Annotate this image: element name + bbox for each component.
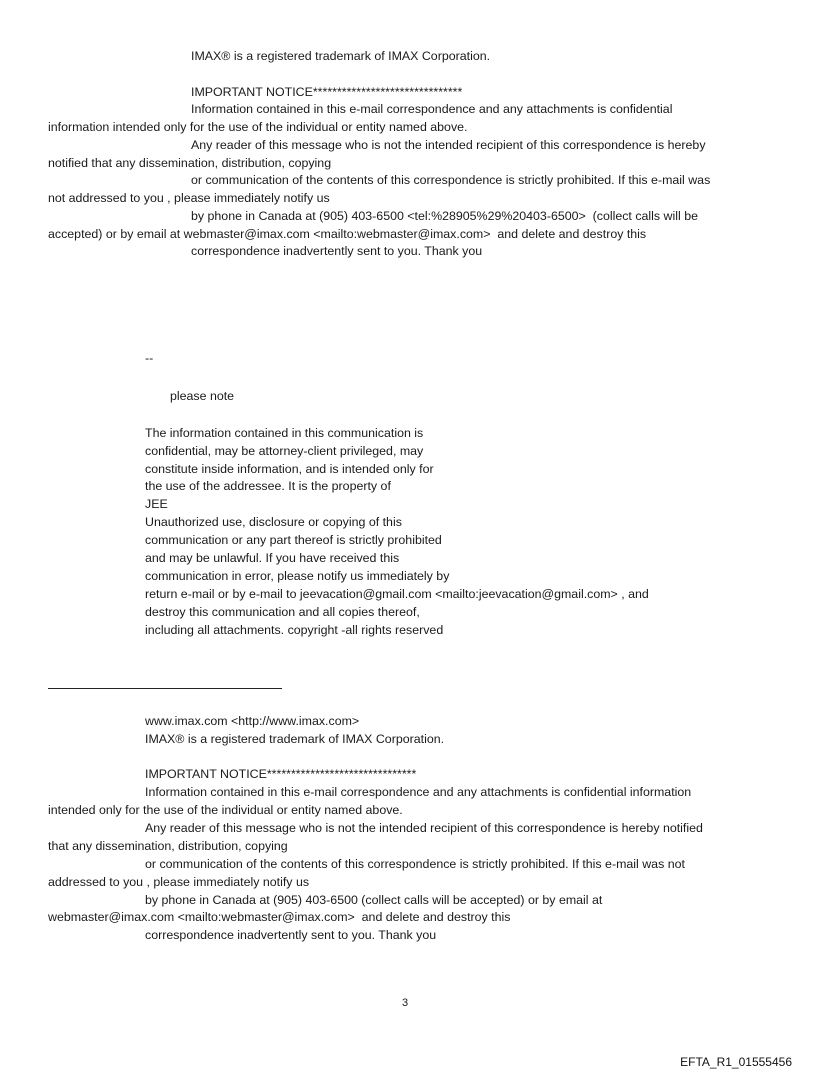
imax-trademark-line: IMAX® is a registered trademark of IMAX Corporation. bbox=[145, 732, 445, 746]
signature-dashes: -- bbox=[145, 351, 154, 365]
disclaimer-line: the use of the addressee. It is the property of bbox=[145, 479, 391, 493]
page-number: 3 bbox=[402, 997, 409, 1009]
please-note-label: please note bbox=[170, 389, 235, 403]
notice-line: or communication of the contents of this correspondence is strictly prohibited. If this e-mail was bbox=[191, 173, 711, 187]
disclaimer-line: communication in error, please notify us immediately by bbox=[145, 569, 450, 583]
disclaimer-line: destroy this communication and all copies thereof, bbox=[145, 605, 420, 619]
notice-line: webmaster@imax.com <mailto:webmaster@imax.com> and delete and destroy this bbox=[48, 910, 511, 924]
disclaimer-line: communication or any part thereof is strictly prohibited bbox=[145, 533, 442, 547]
notice-line: or communication of the contents of this correspondence is strictly prohibited. If this e-mail was not bbox=[145, 857, 685, 871]
separator-rule bbox=[48, 688, 282, 689]
bates-number: EFTA_R1_01555456 bbox=[680, 1055, 792, 1069]
disclaimer-line: The information contained in this communication is bbox=[145, 426, 424, 440]
imax-website-link[interactable]: www.imax.com <http://www.imax.com> bbox=[145, 714, 360, 728]
notice-line: by phone in Canada at (905) 403-6500 <tel:%28905%29%20403-6500> (collect calls will be bbox=[191, 209, 698, 223]
notice-line: Any reader of this message who is not the intended recipient of this correspondence is hereby bbox=[191, 138, 706, 152]
disclaimer-line: Unauthorized use, disclosure or copying of this bbox=[145, 515, 402, 529]
notice-line: Information contained in this e-mail correspondence and any attachments is confidential bbox=[191, 102, 673, 116]
notice-line: Any reader of this message who is not the intended recipient of this correspondence is hereby notified bbox=[145, 821, 703, 835]
notice-line: correspondence inadvertently sent to you. Thank you bbox=[145, 928, 437, 942]
imax-trademark-line: IMAX® is a registered trademark of IMAX Corporation. bbox=[191, 49, 491, 63]
disclaimer-line: JEE bbox=[145, 497, 168, 511]
disclaimer-line: constitute inside information, and is intended only for bbox=[145, 462, 434, 476]
important-notice-heading: IMPORTANT NOTICE******************************* bbox=[191, 85, 463, 99]
notice-line: not addressed to you , please immediately notify us bbox=[48, 191, 330, 205]
notice-line: information intended only for the use of the individual or entity named above. bbox=[48, 120, 468, 134]
notice-line: Information contained in this e-mail correspondence and any attachments is confidential information bbox=[145, 785, 692, 799]
disclaimer-line: including all attachments. copyright -all rights reserved bbox=[145, 623, 444, 637]
disclaimer-line: and may be unlawful. If you have received this bbox=[145, 551, 400, 565]
notice-line: intended only for the use of the individual or entity named above. bbox=[48, 803, 403, 817]
important-notice-heading: IMPORTANT NOTICE******************************* bbox=[145, 767, 417, 781]
notice-line: accepted) or by email at webmaster@imax.com <mailto:webmaster@imax.com> and delete and destroy this bbox=[48, 227, 647, 241]
notice-line: that any dissemination, distribution, copying bbox=[48, 839, 288, 853]
disclaimer-line: return e-mail or by e-mail to jeevacation@gmail.com <mailto:jeevacation@gmail.com> , and bbox=[145, 587, 649, 601]
notice-line: addressed to you , please immediately notify us bbox=[48, 875, 310, 889]
notice-line: correspondence inadvertently sent to you. Thank you bbox=[191, 244, 483, 258]
notice-line: by phone in Canada at (905) 403-6500 (collect calls will be accepted) or by email at bbox=[145, 893, 603, 907]
notice-line: notified that any dissemination, distribution, copying bbox=[48, 156, 332, 170]
disclaimer-line: confidential, may be attorney-client privileged, may bbox=[145, 444, 424, 458]
